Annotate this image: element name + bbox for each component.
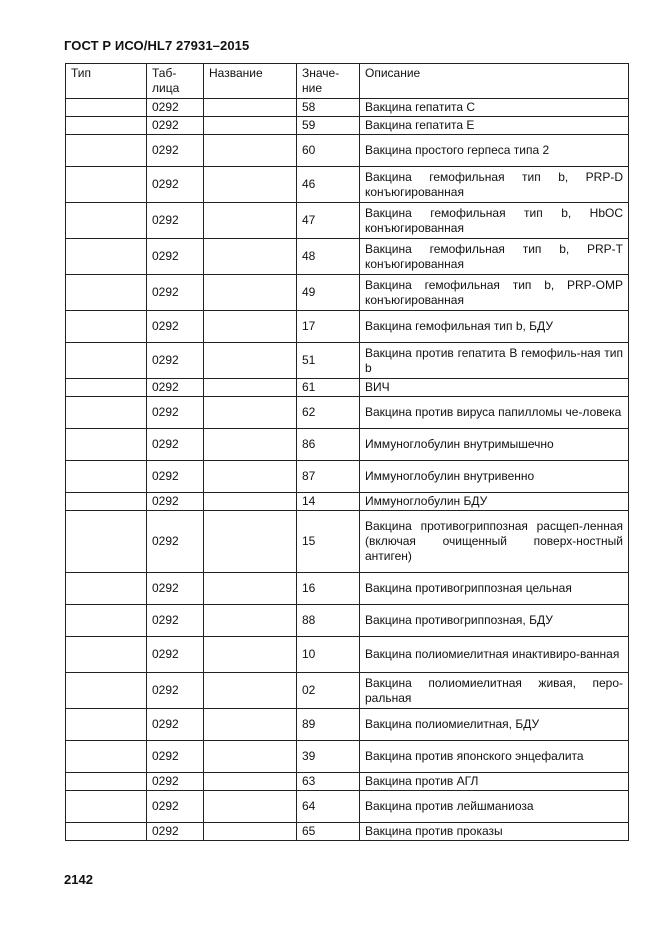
cell-value: 64 [297, 791, 360, 823]
cell-value: 58 [297, 99, 360, 117]
cell-type [66, 493, 147, 511]
cell-table: 0292 [147, 637, 204, 673]
cell-name [204, 275, 297, 311]
table-row [66, 493, 629, 511]
cell-value: 16 [297, 573, 360, 605]
cell-name [204, 239, 297, 275]
cell-table: 0292 [147, 379, 204, 397]
cell-table: 0292 [147, 573, 204, 605]
header-table: Таб- лица [147, 64, 204, 99]
cell-value: 49 [297, 275, 360, 311]
cell-value: 86 [297, 429, 360, 461]
cell-name [204, 741, 297, 773]
cell-type [66, 117, 147, 135]
cell-value: 65 [297, 823, 360, 841]
cell-name [204, 167, 297, 203]
cell-name [204, 573, 297, 605]
cell-table: 0292 [147, 673, 204, 709]
cell-value: 51 [297, 343, 360, 379]
cell-value: 89 [297, 709, 360, 741]
cell-type [66, 637, 147, 673]
cell-name [204, 709, 297, 741]
cell-name [204, 791, 297, 823]
table-row [66, 397, 629, 429]
cell-description: Вакцина противогриппозная расщеп-ленная (включая очищенный поверх-ностный антиген) [360, 511, 629, 573]
cell-value: 39 [297, 741, 360, 773]
table-row [66, 117, 629, 135]
cell-table: 0292 [147, 135, 204, 167]
cell-table: 0292 [147, 461, 204, 493]
cell-table: 0292 [147, 99, 204, 117]
cell-table: 0292 [147, 117, 204, 135]
cell-name [204, 461, 297, 493]
cell-type [66, 461, 147, 493]
table-row [66, 343, 629, 379]
table-row [66, 379, 629, 397]
table-row [66, 429, 629, 461]
cell-name [204, 203, 297, 239]
cell-type [66, 605, 147, 637]
cell-type [66, 343, 147, 379]
cell-value: 60 [297, 135, 360, 167]
cell-name [204, 99, 297, 117]
cell-type [66, 311, 147, 343]
cell-table: 0292 [147, 343, 204, 379]
table-row [66, 511, 629, 573]
cell-name [204, 673, 297, 709]
table-row [66, 573, 629, 605]
cell-type [66, 167, 147, 203]
cell-name [204, 135, 297, 167]
cell-table: 0292 [147, 167, 204, 203]
table-row [66, 709, 629, 741]
table-row [66, 673, 629, 709]
table-header-row [66, 64, 629, 99]
cell-type [66, 379, 147, 397]
cell-name [204, 493, 297, 511]
cell-table: 0292 [147, 203, 204, 239]
cell-table: 0292 [147, 397, 204, 429]
table-row [66, 741, 629, 773]
cell-description: Вакцина гепатита C [360, 99, 629, 117]
header-value: Значе- ние [297, 64, 360, 99]
cell-name [204, 379, 297, 397]
cell-type [66, 823, 147, 841]
cell-value: 62 [297, 397, 360, 429]
cell-type [66, 239, 147, 275]
cell-value: 02 [297, 673, 360, 709]
cell-description: Вакцина против проказы [360, 823, 629, 841]
cell-description: Вакцина противогриппозная цельная [360, 573, 629, 605]
cell-value: 10 [297, 637, 360, 673]
cell-description: Вакцина полиомиелитная, БДУ [360, 709, 629, 741]
cell-description: Вакцина гемофильная тип b, PRP-OMP конъюгированная [360, 275, 629, 311]
table-row [66, 99, 629, 117]
cell-name [204, 429, 297, 461]
cell-description: Вакцина полиомиелитная инактивиро-ванная [360, 637, 629, 673]
cell-description: Вакцина против лейшманиоза [360, 791, 629, 823]
table-row [66, 275, 629, 311]
table-row [66, 135, 629, 167]
cell-name [204, 117, 297, 135]
cell-name [204, 823, 297, 841]
cell-type [66, 429, 147, 461]
cell-table: 0292 [147, 709, 204, 741]
cell-name [204, 397, 297, 429]
cell-description: Вакцина против вируса папилломы че-ловека [360, 397, 629, 429]
table-row [66, 239, 629, 275]
cell-description: Иммуноглобулин внутривенно [360, 461, 629, 493]
cell-type [66, 673, 147, 709]
table-body [66, 99, 629, 841]
cell-type [66, 573, 147, 605]
cell-table: 0292 [147, 239, 204, 275]
cell-value: 59 [297, 117, 360, 135]
cell-type [66, 773, 147, 791]
cell-table: 0292 [147, 493, 204, 511]
cell-value: 48 [297, 239, 360, 275]
cell-table: 0292 [147, 511, 204, 573]
cell-value: 15 [297, 511, 360, 573]
cell-name [204, 311, 297, 343]
code-table [65, 63, 629, 841]
cell-description: Вакцина гемофильная тип b, PRP-D конъюгированная [360, 167, 629, 203]
cell-table: 0292 [147, 791, 204, 823]
cell-description: Вакцина против японского энцефалита [360, 741, 629, 773]
cell-type [66, 275, 147, 311]
cell-type [66, 511, 147, 573]
page-number: 2142 [64, 872, 93, 887]
cell-description: Иммуноглобулин БДУ [360, 493, 629, 511]
cell-name [204, 605, 297, 637]
cell-table: 0292 [147, 823, 204, 841]
document-header: ГОСТ Р ИСО/HL7 27931–2015 [64, 38, 250, 53]
header-description: Описание [360, 64, 629, 99]
header-name: Название [204, 64, 297, 99]
cell-table: 0292 [147, 741, 204, 773]
cell-description: Вакцина противогриппозная, БДУ [360, 605, 629, 637]
cell-description: Вакцина гемофильная тип b, БДУ [360, 311, 629, 343]
cell-description: Вакцина простого герпеса типа 2 [360, 135, 629, 167]
cell-name [204, 343, 297, 379]
cell-type [66, 203, 147, 239]
cell-table: 0292 [147, 311, 204, 343]
header-type: Тип [66, 64, 147, 99]
cell-type [66, 135, 147, 167]
cell-description: ВИЧ [360, 379, 629, 397]
cell-value: 14 [297, 493, 360, 511]
cell-description: Вакцина полиомиелитная живая, перо-ральная [360, 673, 629, 709]
cell-table: 0292 [147, 275, 204, 311]
table-row [66, 637, 629, 673]
table-row [66, 605, 629, 637]
table-row [66, 203, 629, 239]
cell-type [66, 709, 147, 741]
cell-type [66, 741, 147, 773]
cell-description: Вакцина против АГЛ [360, 773, 629, 791]
cell-value: 17 [297, 311, 360, 343]
cell-description: Вакцина гепатита Е [360, 117, 629, 135]
table-row [66, 461, 629, 493]
table-row [66, 791, 629, 823]
cell-name [204, 511, 297, 573]
cell-value: 46 [297, 167, 360, 203]
cell-value: 63 [297, 773, 360, 791]
cell-type [66, 99, 147, 117]
cell-value: 47 [297, 203, 360, 239]
cell-description: Вакцина гемофильная тип b, HbOC конъюгированная [360, 203, 629, 239]
cell-value: 87 [297, 461, 360, 493]
cell-type [66, 397, 147, 429]
cell-table: 0292 [147, 605, 204, 637]
table-row [66, 311, 629, 343]
table-row [66, 823, 629, 841]
cell-description: Иммуноглобулин внутримышечно [360, 429, 629, 461]
cell-type [66, 791, 147, 823]
cell-value: 61 [297, 379, 360, 397]
cell-table: 0292 [147, 429, 204, 461]
cell-table: 0292 [147, 773, 204, 791]
cell-description: Вакцина против гепатита В гемофиль-ная тип b [360, 343, 629, 379]
cell-name [204, 637, 297, 673]
cell-name [204, 773, 297, 791]
cell-value: 88 [297, 605, 360, 637]
table-row [66, 773, 629, 791]
cell-description: Вакцина гемофильная тип b, PRP-T конъюгированная [360, 239, 629, 275]
table-row [66, 167, 629, 203]
